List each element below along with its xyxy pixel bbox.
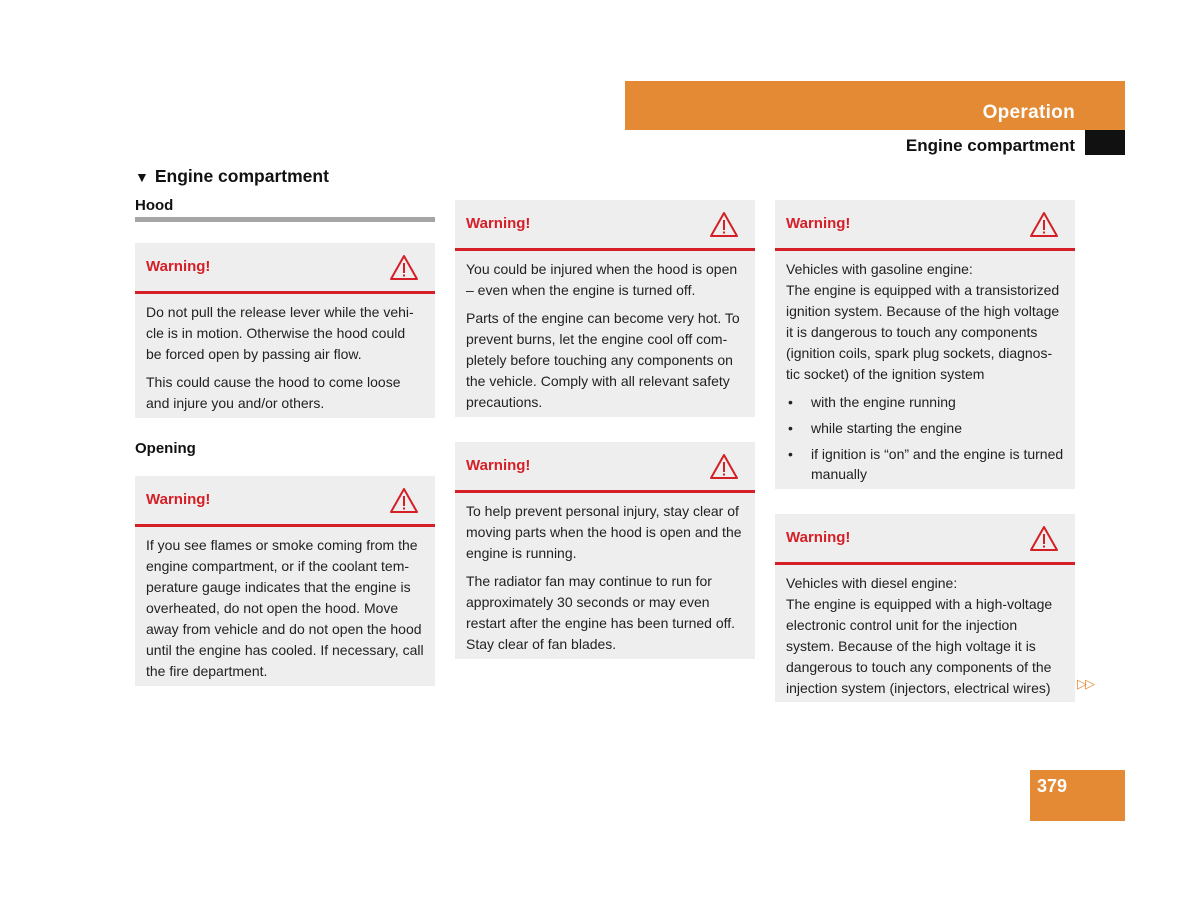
list-item-text: while starting the engine [811,420,962,436]
warning-body [135,527,435,690]
warning-paragraph: This could cause the hood to come loose and injure you and/or others. [146,374,401,411]
warning-label: Warning! [786,529,851,546]
list-item-text: if ignition is “on” and the engine is turned manually [811,446,1064,482]
warning-header [775,514,1075,565]
warning-body [455,493,755,663]
warning-paragraph: Parts of the engine can become very hot. To prevent burns, let the engine cool off com-pletely before touching any components on the vehicle. Comply with all relevant safety precautions. [466,310,740,410]
warning-paragraph: If you see flames or smoke coming from the engine compartment, or if the coolant tem-perature gauge indicates that the engine is overheated, do not open the hood. Move away from vehicle and do not open the hood until the engine has cooled. If necessary, call the fire department. [146,537,424,679]
warning-triangle-icon [709,211,739,238]
warning-box-gasoline [775,200,1075,489]
chapter-header-bar [625,81,1125,130]
warning-paragraph: To help prevent personal injury, stay clear of moving parts when the hood is open and the engine is running. [466,503,742,561]
warning-box-moving-parts [455,442,755,659]
warning-paragraph: The radiator fan may continue to run for approximately 30 seconds or may even restart after the engine has been turned off. Stay clear of fan blades. [466,573,736,652]
bullet-icon: • [788,446,793,462]
opening-heading: Opening [135,440,196,457]
warning-label: Warning! [466,215,531,232]
warning-header [135,476,435,527]
warning-paragraph: You could be injured when the hood is open – even when the engine is turned off. [466,261,738,298]
warning-box-opening [135,476,435,686]
page-number: 379 [1037,776,1068,796]
page-title [135,166,329,187]
warning-box-diesel [775,514,1075,702]
list-item [786,418,1064,438]
warning-line: Vehicles with gasoline engine: [786,261,973,277]
bullet-icon: • [788,394,793,410]
continue-arrow-icon: ▷▷ [1077,676,1093,691]
triangle-down-icon: ▼ [135,169,149,185]
warning-triangle-icon [1029,525,1059,552]
warning-line: Vehicles with diesel engine: [786,575,958,591]
divider [135,217,435,222]
warning-label: Warning! [146,491,211,508]
warning-triangle-icon [389,487,419,514]
page-number-box [1030,770,1125,821]
warning-label: Warning! [466,457,531,474]
hood-heading: Hood [135,197,174,214]
warning-triangle-icon [709,453,739,480]
warning-header [135,243,435,294]
bullet-icon: • [788,420,793,436]
warning-paragraph: The engine is equipped with a transistorized ignition system. Because of the high voltage it is dangerous to touch any components (ignition coils, spark plug sockets, diagnos-tic socket) of the ignition system [786,282,1060,382]
list-item-text: with the engine running [811,394,956,410]
warning-body [775,565,1075,707]
warning-triangle-icon [1029,211,1059,238]
warning-header [775,200,1075,251]
warning-body [455,251,755,421]
page-title-text: Engine compartment [154,166,329,186]
chapter-title: Operation [982,102,1075,123]
list-item [786,392,1064,412]
warning-header [455,200,755,251]
warning-label: Warning! [146,258,211,275]
warning-paragraph: Do not pull the release lever while the vehi-cle is in motion. Otherwise the hood could be forced open by passing air flow. [146,304,414,362]
warning-body [775,251,1075,492]
warning-triangle-icon [389,254,419,281]
list-item [786,444,1064,484]
warning-body [135,294,435,422]
warning-label: Warning! [786,215,851,232]
section-header: Engine compartment [905,136,1075,155]
warning-bullet-list [786,392,1064,484]
warning-paragraph: The engine is equipped with a high-voltage electronic control unit for the injection system. Because of the high voltage it is dangerous to touch any components of the injection system (injectors, electrical wires) [786,596,1053,696]
section-marker [1085,130,1125,155]
warning-box-hood [135,243,435,418]
warning-box-injury [455,200,755,417]
warning-header [455,442,755,493]
